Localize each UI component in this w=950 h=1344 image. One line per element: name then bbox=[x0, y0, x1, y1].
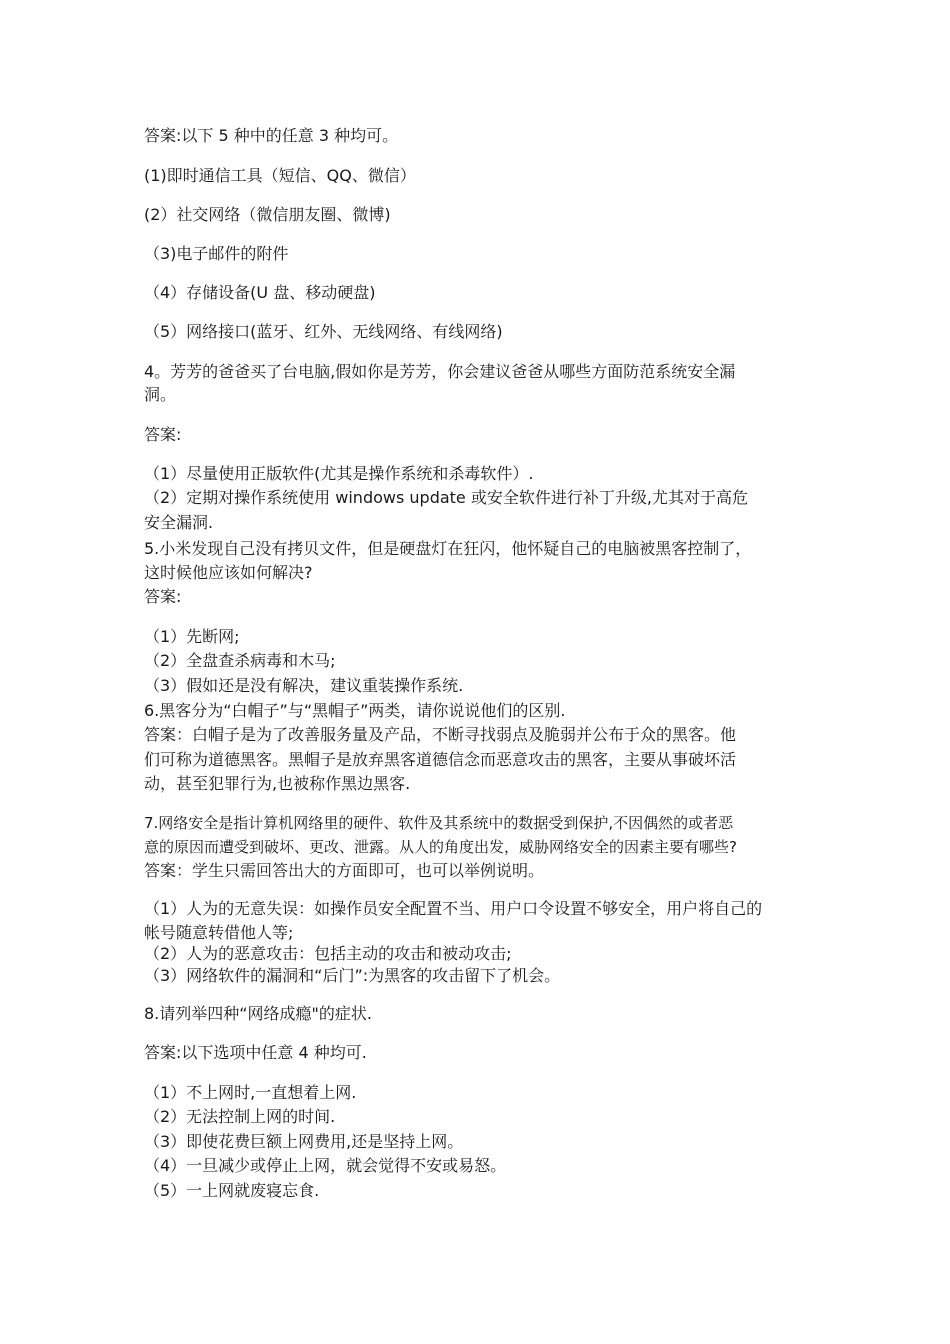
answer-item: (2）社交网络（微信朋友圈、微博) bbox=[144, 205, 391, 224]
question-4-cont: 洞。 bbox=[144, 385, 177, 404]
answer-item: （1）人为的无意失误：如操作员安全配置不当、用户口令设置不够安全，用户将自己的 bbox=[144, 899, 763, 918]
answer-item: （2）人为的恶意攻击：包括主动的攻击和被动攻击; bbox=[144, 944, 512, 963]
answer-item: （3）网络软件的漏洞和“后门”:为黑客的攻击留下了机会。 bbox=[144, 966, 561, 985]
answer-label: 答案: bbox=[144, 425, 182, 444]
answer-item: （4）一旦减少或停止上网，就会觉得不安或易怒。 bbox=[144, 1156, 507, 1175]
question-8: 8.请列举四种“网络成瘾"的症状. bbox=[144, 1004, 373, 1023]
answer-item: （3)电子邮件的附件 bbox=[144, 244, 289, 263]
question-5: 5.小米发现自己没有拷贝文件，但是硬盘灯在狂闪，他怀疑自己的电脑被黑客控制了， bbox=[144, 539, 752, 558]
answer-item: （1）不上网时,一直想着上网. bbox=[144, 1083, 357, 1102]
answer-item: (1)即时通信工具（短信、QQ、微信） bbox=[144, 166, 416, 185]
answer-item: （2）定期对操作系统使用 windows update 或安全软件进行补丁升级,尤其对于高危 bbox=[144, 488, 748, 507]
answer-7: 答案：学生只需回答出大的方面即可，也可以举例说明。 bbox=[144, 861, 545, 880]
answer-item: （2）全盘查杀病毒和木马; bbox=[144, 651, 336, 670]
answer-6-cont: 们可称为道德黑客。黑帽子是放弃黑客道德信念而恶意攻击的黑客，主要从事破坏活 bbox=[144, 750, 737, 769]
answer-item-cont: 帐号随意转借他人等; bbox=[144, 923, 294, 942]
answer-item: （3）假如还是没有解决，建议重装操作系统. bbox=[144, 676, 464, 695]
answer-item: （1）先断网; bbox=[144, 627, 240, 646]
answer-item: （2）无法控制上网的时间. bbox=[144, 1107, 336, 1126]
question-7: 7.网络安全是指计算机网络里的硬件、软件及其系统中的数据受到保护,不因偶然的或者恶 bbox=[144, 814, 734, 832]
answer-intro-q3: 答案:以下 5 种中的任意 3 种均可。 bbox=[144, 126, 399, 145]
question-5-cont: 这时候他应该如何解决? bbox=[144, 563, 313, 582]
answer-item: （3）即使花费巨额上网费用,还是坚持上网。 bbox=[144, 1132, 464, 1151]
answer-8-intro: 答案:以下选项中任意 4 种均可. bbox=[144, 1043, 367, 1062]
answer-item-cont: 安全漏洞. bbox=[144, 513, 214, 532]
answer-label: 答案: bbox=[144, 587, 182, 606]
question-4: 4。芳芳的爸爸买了台电脑,假如你是芳芳，你会建议爸爸从哪些方面防范系统安全漏 bbox=[144, 362, 736, 381]
question-7-cont: 意的原因而遭受到破坏、更改、泄露。从人的角度出发，威胁网络安全的因素主要有哪些? bbox=[144, 838, 737, 856]
question-6: 6.黑客分为“白帽子”与“黑帽子”两类，请你说说他们的区别. bbox=[144, 701, 566, 720]
answer-item: （4）存储设备(U 盘、移动硬盘) bbox=[144, 283, 376, 302]
answer-item: （5）一上网就废寝忘食. bbox=[144, 1181, 320, 1200]
answer-item: （1）尽量使用正版软件(尤其是操作系统和杀毒软件）. bbox=[144, 464, 534, 483]
answer-6-cont: 动，甚至犯罪行为,也被称作黑边黑客. bbox=[144, 774, 411, 793]
answer-6: 答案：白帽子是为了改善服务量及产品，不断寻找弱点及脆弱并公布于众的黑客。他 bbox=[144, 725, 737, 744]
answer-item: （5）网络接口(蓝牙、红外、无线网络、有线网络) bbox=[144, 322, 503, 341]
